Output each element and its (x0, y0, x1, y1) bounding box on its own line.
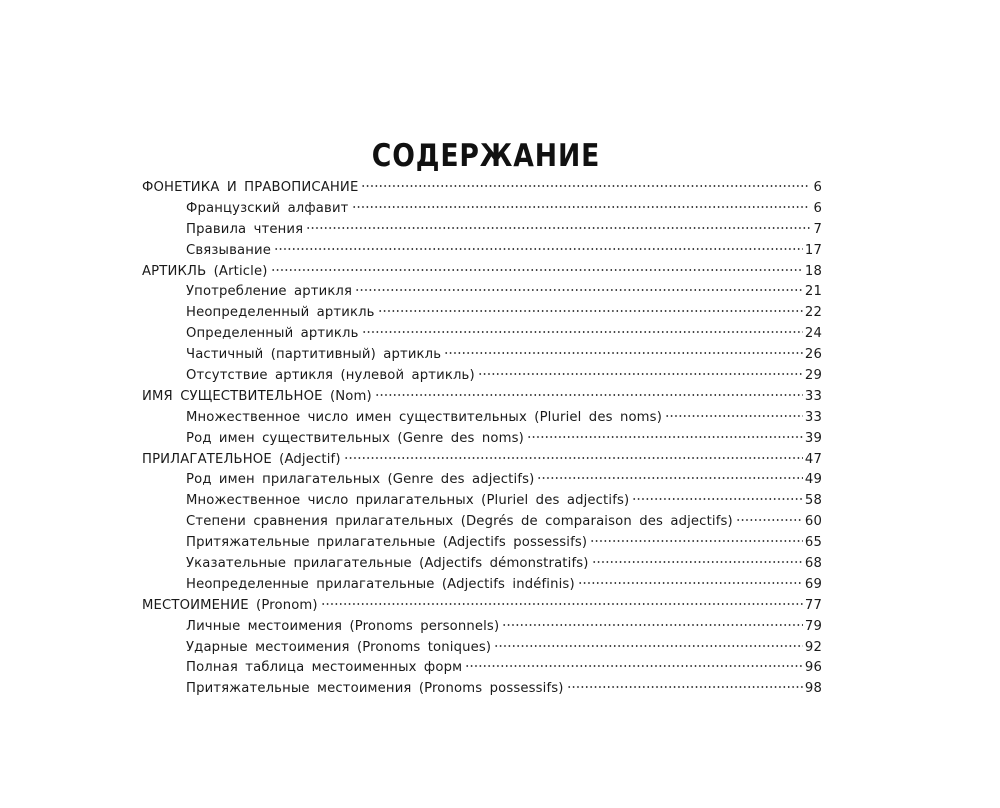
toc-entry-label: Частичный (партитивный) артикль (186, 347, 442, 363)
dot-leader (321, 602, 803, 606)
toc-entry-label: МЕСТОИМЕНИЕ (Pronom) (142, 597, 318, 613)
toc-entry-label: Полная таблица местоименных форм (186, 660, 463, 676)
dot-leader (567, 685, 803, 689)
toc-entry-page-number: 29 (804, 368, 822, 384)
toc-subsection-entry (142, 577, 822, 598)
toc-subsection-entry (142, 284, 822, 305)
toc-subsection-entry (142, 619, 822, 640)
toc-entry-page-number: 49 (804, 472, 822, 488)
toc-subsection-entry (142, 222, 822, 243)
toc-entry-page-number: 69 (804, 576, 822, 592)
dot-leader (590, 539, 803, 543)
toc-entry-label: ИМЯ СУЩЕСТВИТЕЛЬНОЕ (Nom) (142, 388, 372, 404)
dot-leader (306, 226, 810, 230)
dot-leader (274, 247, 803, 251)
dot-leader (592, 560, 803, 564)
dot-leader (444, 351, 803, 355)
toc-subsection-entry (142, 431, 822, 452)
toc-section-entry (142, 598, 822, 619)
toc-entry-label: Правила чтения (186, 221, 304, 237)
dot-leader (378, 309, 803, 313)
toc-entry-page-number: 65 (804, 535, 822, 551)
toc-entry-page-number: 6 (813, 200, 822, 216)
toc-entry-label: ФОНЕТИКА И ПРАВОПИСАНИЕ (142, 180, 359, 195)
toc-subsection-entry (142, 243, 822, 264)
dot-leader (271, 268, 803, 272)
toc-subsection-entry (142, 535, 822, 556)
dot-leader (375, 393, 803, 397)
dot-leader (494, 644, 803, 648)
toc-subsection-entry (142, 493, 822, 514)
toc-subsection-entry (142, 305, 822, 326)
toc-section-entry (142, 389, 822, 410)
toc-entry-label: Род имен существительных (Genre des noms) (186, 430, 524, 446)
toc-section-entry (142, 452, 822, 473)
toc-subsection-entry (142, 681, 822, 702)
toc-subsection-entry (142, 640, 822, 661)
dot-leader (362, 330, 803, 334)
toc-entry-label: Множественное число прилагательных (Pluriel des adjectifs) (186, 493, 630, 509)
toc-entry-label: Личные местоимения (Pronoms personnels) (186, 618, 500, 634)
toc-entry-page-number: 39 (804, 430, 822, 446)
toc-entry-page-number: 96 (804, 660, 822, 676)
toc-entry-label: Употребление артикля (186, 284, 353, 300)
dot-leader (352, 205, 810, 209)
toc-entry-page-number: 21 (804, 284, 822, 300)
toc-entry-page-number: 33 (804, 409, 822, 425)
toc-entry-label: Неопределенные прилагательные (Adjectifs indéfinis) (186, 576, 575, 592)
toc-section-entry (142, 180, 822, 201)
dot-leader (578, 581, 803, 585)
toc-entry-label: Определенный артикль (186, 326, 359, 342)
toc-subsection-entry (142, 556, 822, 577)
dot-leader (355, 288, 803, 292)
toc-entry-page-number: 47 (804, 451, 822, 467)
toc-entry-page-number: 26 (804, 347, 822, 363)
toc-entry-page-number: 77 (804, 597, 822, 613)
toc-entry-label: Степени сравнения прилагательных (Degrés de comparaison des adjectifs) (186, 514, 733, 530)
dot-leader (361, 184, 810, 188)
toc-subsection-entry (142, 368, 822, 389)
toc-entry-label: Ударные местоимения (Pronoms toniques) (186, 639, 492, 655)
toc-entry-page-number: 7 (813, 221, 822, 237)
toc-entry-label: Притяжательные прилагательные (Adjectifs possessifs) (186, 535, 588, 551)
toc-entry-label: Множественное число имен существительных (Pluriel des noms) (186, 409, 662, 425)
toc-entry-page-number: 58 (804, 493, 822, 509)
toc-section-entry (142, 264, 822, 285)
toc-entry-label: Указательные прилагательные (Adjectifs démonstratifs) (186, 556, 589, 572)
toc-entry-page-number: 68 (804, 556, 822, 572)
toc-subsection-entry (142, 660, 822, 681)
dot-leader (344, 456, 803, 460)
toc-entry-label: Французский алфавит (186, 200, 349, 216)
toc-entry-label: Притяжательные местоимения (Pronoms possessifs) (186, 681, 564, 697)
toc-subsection-entry (142, 347, 822, 368)
toc-entry-page-number: 17 (804, 242, 822, 258)
toc-entry-label: Неопределенный артикль (186, 305, 375, 321)
table-of-contents (142, 180, 822, 702)
toc-entry-page-number: 33 (804, 388, 822, 404)
toc-subsection-entry (142, 410, 822, 431)
toc-entry-page-number: 79 (804, 618, 822, 634)
toc-entry-page-number: 92 (804, 639, 822, 655)
toc-entry-label: Род имен прилагательных (Genre des adjectifs) (186, 472, 535, 488)
dot-leader (537, 476, 802, 480)
toc-entry-page-number: 60 (804, 514, 822, 530)
dot-leader (736, 518, 803, 522)
toc-entry-label: ПРИЛАГАТЕЛЬНОЕ (Adjectif) (142, 451, 341, 467)
dot-leader (632, 497, 803, 501)
toc-entry-label: Связывание (186, 242, 271, 258)
toc-entry-label: АРТИКЛЬ (Article) (142, 263, 268, 279)
toc-subsection-entry (142, 326, 822, 347)
dot-leader (502, 623, 803, 627)
dot-leader (527, 435, 803, 439)
toc-entry-page-number: 24 (804, 326, 822, 342)
toc-subsection-entry (142, 472, 822, 493)
toc-entry-page-number: 98 (804, 681, 822, 697)
toc-entry-page-number: 18 (804, 263, 822, 279)
toc-subsection-entry (142, 514, 822, 535)
dot-leader (478, 372, 803, 376)
page-title: СОДЕРЖАНИЕ (371, 137, 601, 174)
toc-subsection-entry (142, 201, 822, 222)
toc-entry-label: Отсутствие артикля (нулевой артикль) (186, 368, 475, 384)
toc-entry-page-number: 6 (813, 180, 822, 195)
dot-leader (465, 664, 803, 668)
toc-entry-page-number: 22 (804, 305, 822, 321)
dot-leader (665, 414, 803, 418)
